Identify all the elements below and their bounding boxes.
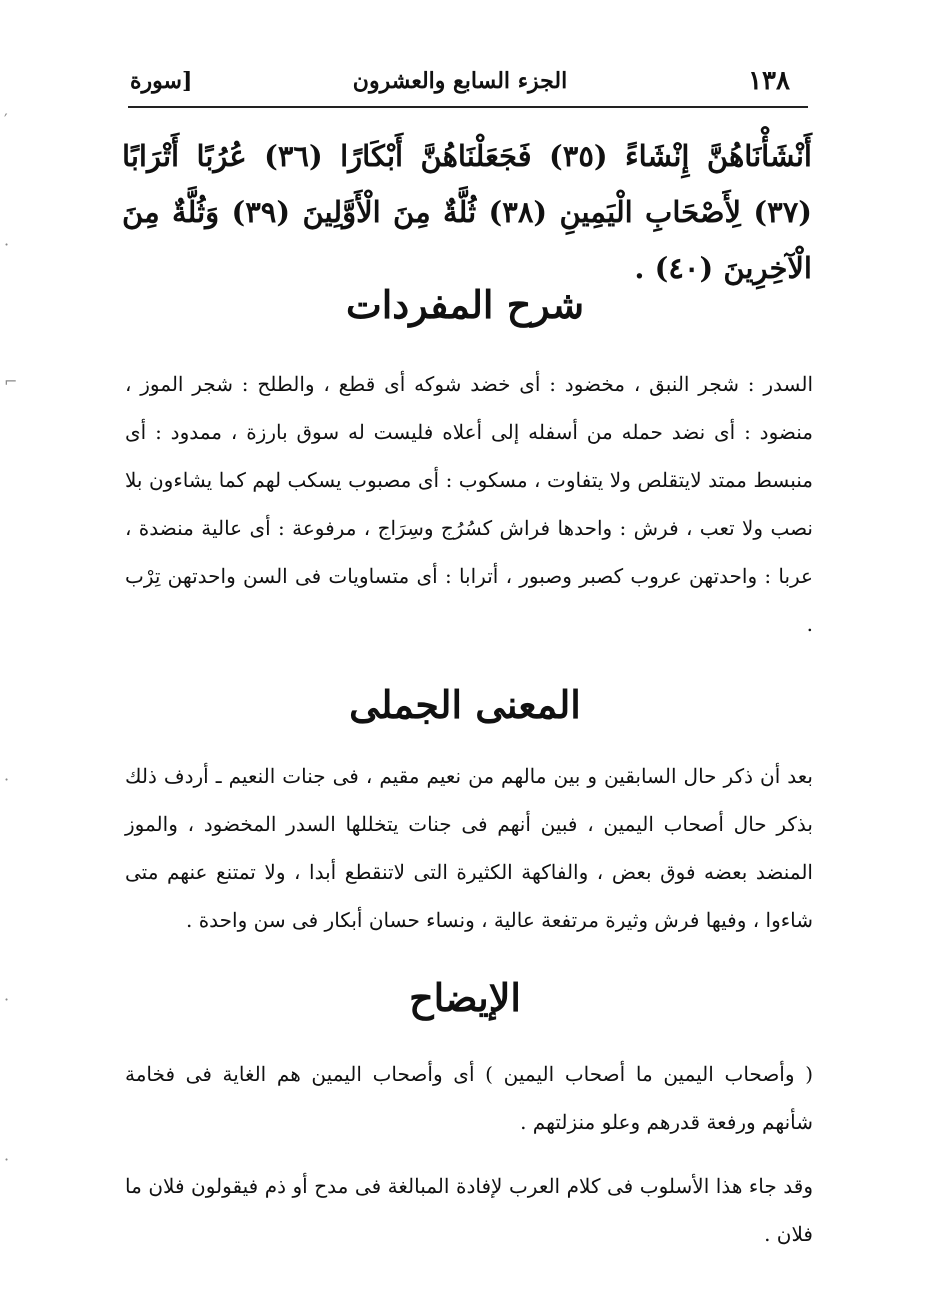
running-title: الجزء السابع والعشرون [352,68,568,94]
general-meaning-paragraph: بعد أن ذكر حال السابقين و بين مالهم من نعيم مقيم ، فى جنات النعيم ـ أردف ذلك بذكر حال أصحاب اليمين ، فبين أنهم فى جنات يتخللها السدر المخضود ، والموز المنضد بعضه فوق بعض ، والفاكهة الكثيرة التى لاتنقطع أبدا ، ولا تمتنع عنهم متى شاءوا ، وفيها فرش وثيرة مرتفعة عالية ، ونساء حسان أبكار فى سن واحدة . [125,764,813,932]
quran-verses: أَنْشَأْنَاهُنَّ إِنْشَاءً (٣٥) فَجَعَلْنَاهُنَّ أَبْكَارًا (٣٦) عُرُبًا أَتْرَابًا (٣٧) لِأَصْحَابِ الْيَمِينِ (٣٨) ثُلَّةٌ مِنَ الْأَوَّلِينَ (٣٩) وَثُلَّةٌ مِنَ الْآخِرِينَ (٤٠) . [122,139,813,285]
header-rule [128,106,808,108]
margin-speck: · [4,770,10,789]
explanation-paragraph: ( وأصحاب اليمين ما أصحاب اليمين ) أى وأصحاب اليمين هم الغاية فى فخامة شأنهم ورفعة قدرهم وعلو منزلتهم . [125,1062,813,1134]
page-number: ١٣٨ [748,66,790,96]
section-title-explanation: الإيضاح [409,975,521,1020]
margin-speck: ⌐ [4,372,18,391]
surah-label: [سورة [130,68,193,94]
vocabulary-paragraph: السدر : شجر النبق ، مخضود : أى خضد شوكه أى قطع ، والطلح : شجر الموز ، منضود : أى نضد حمله من أسفله إلى أعلاه فليست له سوق بارزة ، ممدود : أى منبسط ممتد لايتقلص ولا يتفاوت ، مسكوب : أى مصبوب يسكب لهم كما يشاءون بلا نصب ولا تعب ، فرش : واحدها فراش كسُرُج وسِرَاج ، مرفوعة : أى عالية منضدة ، عربا : واحدتهن عروب كصبر وصبور ، أترابا : أى متساويات فى السن واحدتهن تِرْب . [125,372,814,636]
section-title-general-meaning: المعنى الجملى [349,682,581,727]
page-header [120,58,800,108]
margin-speck: · [4,235,10,254]
margin-speck: · [4,990,10,1009]
section-title-vocabulary: شرح المفردات [345,282,585,327]
margin-speck: · [4,1150,10,1169]
margin-speck: ′ [4,110,8,129]
explanation-paragraph: وقد جاء هذا الأسلوب فى كلام العرب لإفادة المبالغة فى مدح أو ذم فيقولون فلان ما فلان . [125,1174,813,1246]
